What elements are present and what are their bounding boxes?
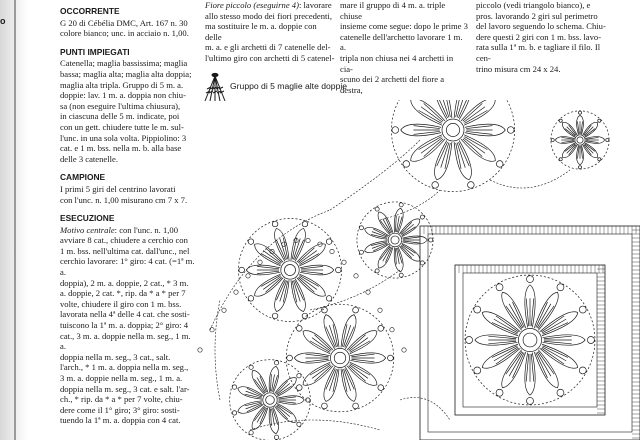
chain-arc	[400, 398, 450, 421]
picot	[354, 274, 358, 278]
text-line: 3 m. a. doppie nella m. seg., 1 m. a.	[60, 373, 183, 383]
picot	[270, 249, 274, 253]
text-line: m. a. e gli archetti di 7 catenelle del-	[205, 42, 331, 53]
text-line: I primi 5 giri del centrino lavorati	[60, 183, 176, 194]
text-line: doppie: lav. 1 m. a. doppia non chiu-	[60, 90, 186, 101]
legend-label: Gruppo di 5 maglie alte doppie	[230, 81, 348, 91]
chain-arc	[490, 170, 570, 188]
gauge-heading: CAMPIONE	[60, 172, 106, 183]
picot	[198, 348, 202, 352]
text-line: ma sostituire le m. a. doppie con delle	[205, 21, 317, 42]
chain-arc	[215, 300, 220, 400]
text-line: l'arch., * 1 m. a. doppia nella m. seg.,	[60, 362, 189, 373]
text-line: maglia alta tripla. Gruppo di 5 m. a.	[60, 79, 184, 90]
text-line: doppia nella m. seg., 3 cat., salt.	[60, 351, 171, 362]
left-flower-motif	[238, 218, 341, 321]
text-line: rata sulla 1ª m. b. e tagliare il filo. Il cen-	[476, 42, 601, 63]
picot	[330, 249, 334, 253]
picot	[246, 274, 250, 278]
text-line: piccolo (vedi triangolo bianco), e	[476, 0, 591, 10]
picot	[234, 290, 238, 294]
small-flower-body	[205, 11, 335, 64]
instructions-column-2	[205, 0, 335, 64]
picot	[390, 328, 394, 332]
text-line: tuiscono la 1ª m. a. doppia; 2° giro: 4	[60, 320, 189, 331]
text-line: cat. e 1 m. bss. nella m. b. alla base	[60, 143, 182, 154]
text-line: scuno dei 2 archetti del fiore a destra,	[340, 74, 445, 95]
text-line: in ciascuna delle 5 m. indicate, poi	[60, 111, 180, 122]
text-line: colore bianco; unc. in acciaio n. 1,00.	[60, 28, 189, 39]
text-line: del lavoro seguendo lo schema. Chiu-	[476, 21, 606, 32]
picot	[306, 238, 310, 242]
crochet-chart-drawing	[190, 100, 640, 440]
small-flower-first-line: : lavorare	[298, 0, 332, 10]
inner-mesh-square	[455, 265, 605, 415]
stitches-text	[60, 58, 198, 164]
picot	[378, 308, 382, 312]
text-line: trino misura cm 24 x 24.	[476, 63, 561, 74]
text-line: l'ultimo giro con archetti di 5 catenel-	[205, 52, 335, 63]
text-line: a. doppie, 2 cat. *, rip. da * a * per 7	[60, 288, 186, 299]
text-line: ch., * rip. da * a * per 7 volte, chiu-	[60, 394, 183, 405]
small-top-right-flower-motif	[551, 111, 609, 169]
central-motif-label: Motivo centrale	[60, 224, 115, 235]
bottom-left-flower-motif	[230, 360, 311, 440]
text-line: pros. lavorando 2 giri sul perimetro	[476, 10, 598, 21]
text-line: insieme come segue: dopo le prime 3	[340, 21, 468, 32]
text-line: con l'unc. n. 1,00 misurano cm 7 x 7.	[60, 194, 188, 205]
execution-heading: ESECUZIONE	[60, 213, 115, 224]
instructions-column-1	[60, 6, 198, 426]
text-line: doppia nella m. seg., 3 cat. e salt. l'ar-	[60, 383, 190, 394]
page-edge-mark: o	[0, 16, 6, 26]
text-line: delle 3 catenelle.	[60, 153, 118, 164]
inner-mesh-square-inner	[463, 273, 597, 407]
column-4-text	[476, 0, 606, 74]
execution-body	[60, 235, 198, 426]
materials-heading: OCCORRENTE	[60, 6, 120, 16]
text-line: tripla non chiusa nei 4 archetti in cia-	[340, 52, 454, 74]
text-line: avviare 8 cat., chiudere a cerchio con	[60, 235, 188, 246]
text-line: bassa; maglia alta; maglia alta doppia;	[60, 68, 192, 79]
text-line: 1 m. bss. nell'ultima cat. dall'unc., nel	[60, 245, 190, 256]
text-line: mare il gruppo di 4 m. a. triple chiuse	[340, 0, 446, 21]
text-line: catenelle dell'archetto lavorare 1 m. a.	[340, 31, 463, 53]
text-line: volte, chiudere il giro con 1 m. bss.	[60, 298, 182, 309]
gauge-text	[60, 184, 198, 205]
text-line: doppia), 2 m. a. doppie, 2 cat., * 3 m.	[60, 277, 189, 288]
middle-flower-motif	[357, 202, 433, 278]
text-line: Catenella; maglia bassissima; maglia	[60, 58, 188, 69]
picot	[210, 328, 214, 332]
text-line: con un gett. chiudere tutte le m. sul-	[60, 121, 184, 132]
text-line: G 20 di Cébélia DMC, Art. 167 n. 30	[60, 17, 188, 28]
text-line: lavorata nella 4ª delle 4 cat. che sosti-	[60, 309, 190, 320]
text-line: sa (non eseguire l'ultima chiusura),	[60, 100, 181, 111]
materials-text	[60, 18, 198, 39]
crochet-diagram	[190, 100, 640, 440]
execution-text	[60, 225, 198, 426]
chain-arc	[330, 140, 420, 210]
text-line: allo stesso modo dei fiori precedenti,	[205, 10, 332, 21]
text-line: cerchio lavorare: 1° giro: 4 cat. (=1ª m. a.	[60, 256, 195, 278]
text-line: l'unc. in una sola volta. Pippiolino: 3	[60, 132, 187, 143]
small-flower-label: Fiore piccolo (eseguirne 4)	[205, 0, 299, 10]
chain-arc	[380, 190, 440, 220]
instructions-column-4	[476, 0, 606, 74]
picot	[342, 260, 346, 264]
picot	[258, 260, 262, 264]
execution-first-line: : con l'unc. n. 1,00	[114, 224, 179, 235]
stitches-heading: PUNTI IMPIEGATI	[60, 46, 130, 57]
central-flower-motif	[465, 275, 595, 405]
top-flower-motif	[391, 100, 514, 192]
text-line: cat., 3 m. a. doppie nella m. seg., 1 m. a.	[60, 330, 191, 352]
text-line: dere questi 2 giri con 1 m. bss. lavo-	[476, 31, 602, 42]
text-line: dere come il 1° giro; 3° giro: sosti-	[60, 404, 180, 415]
page-binding	[0, 0, 28, 440]
text-line: tuendo la 1ª m. a. doppia con 4 cat.	[60, 415, 181, 426]
picot	[222, 308, 226, 312]
picot	[402, 348, 406, 352]
picot	[366, 290, 370, 294]
binding-line	[14, 0, 16, 440]
